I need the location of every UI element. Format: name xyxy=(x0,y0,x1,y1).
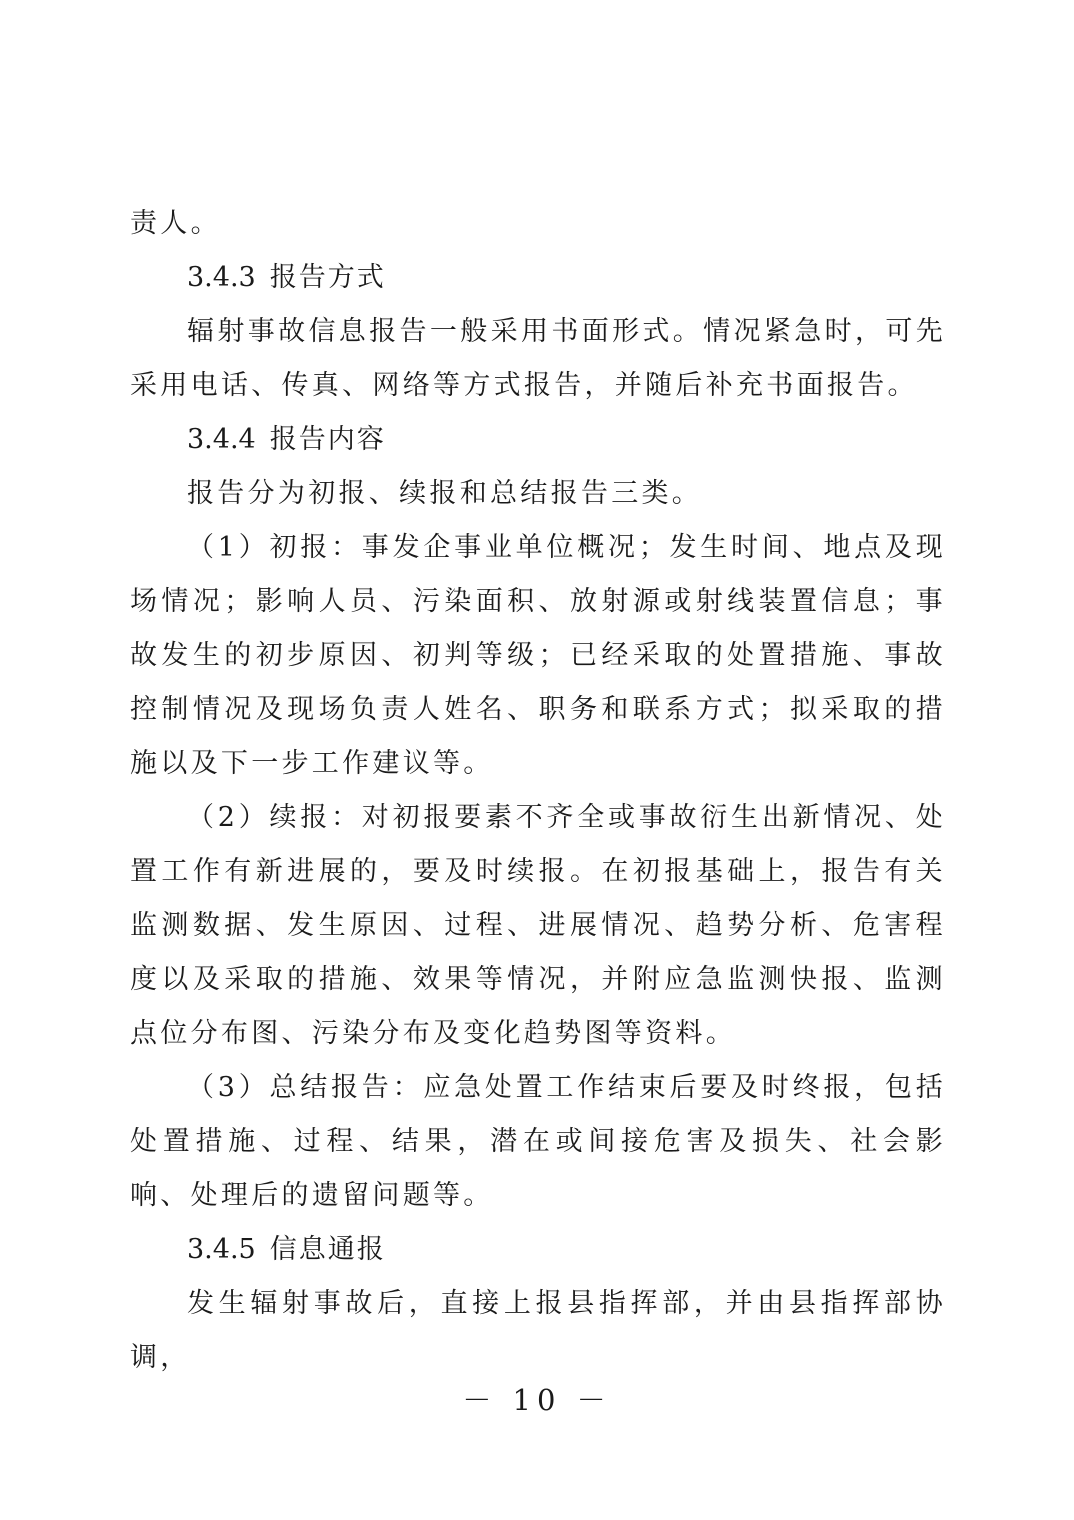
section-number: 3.4.5 xyxy=(187,1234,256,1265)
paragraph-information-notice: 发生辐射事故后，直接上报县指挥部，并由县指挥部协调， xyxy=(130,1288,946,1373)
paragraph-report-method: 辐射事故信息报告一般采用书面形式。情况紧急时，可先采用电话、传真、网络等方式报告，并随后补充书面报告。 xyxy=(130,316,946,401)
section-title: 报告方式 xyxy=(269,262,386,293)
page-number: － 10 － xyxy=(462,1383,612,1417)
section-heading-3-4-3 xyxy=(130,251,946,305)
section-number: 3.4.4 xyxy=(187,424,256,455)
body-text xyxy=(130,197,946,1385)
section-title: 信息通报 xyxy=(269,1234,386,1265)
section-title: 报告内容 xyxy=(269,424,386,455)
paragraph-report-types: 报告分为初报、续报和总结报告三类。 xyxy=(187,478,703,509)
paragraph-summary-report: （3）总结报告：应急处置工作结束后要及时终报，包括处置措施、过程、结果，潜在或间接危害及损失、社会影响、处理后的遗留问题等。 xyxy=(130,1072,946,1211)
paragraph-initial-report: （1）初报：事发企事业单位概况；发生时间、地点及现场情况；影响人员、污染面积、放射源或射线装置信息；事故发生的初步原因、初判等级；已经采取的处置措施、事故控制情况及现场负责人姓名、职务和联系方式；拟采取的措施以及下一步工作建议等。 xyxy=(130,532,946,779)
section-heading-3-4-4 xyxy=(130,413,946,467)
paragraph-follow-up-report: （2）续报：对初报要素不齐全或事故衍生出新情况、处置工作有新进展的，要及时续报。在初报基础上，报告有关监测数据、发生原因、过程、进展情况、趋势分析、危害程度以及采取的措施、效果等情况，并附应急监测快报、监测点位分布图、污染分布及变化趋势图等资料。 xyxy=(130,802,946,1049)
section-heading-3-4-5 xyxy=(130,1223,946,1277)
paragraph-continuation: 责人。 xyxy=(130,208,221,239)
section-number: 3.4.3 xyxy=(187,262,256,293)
